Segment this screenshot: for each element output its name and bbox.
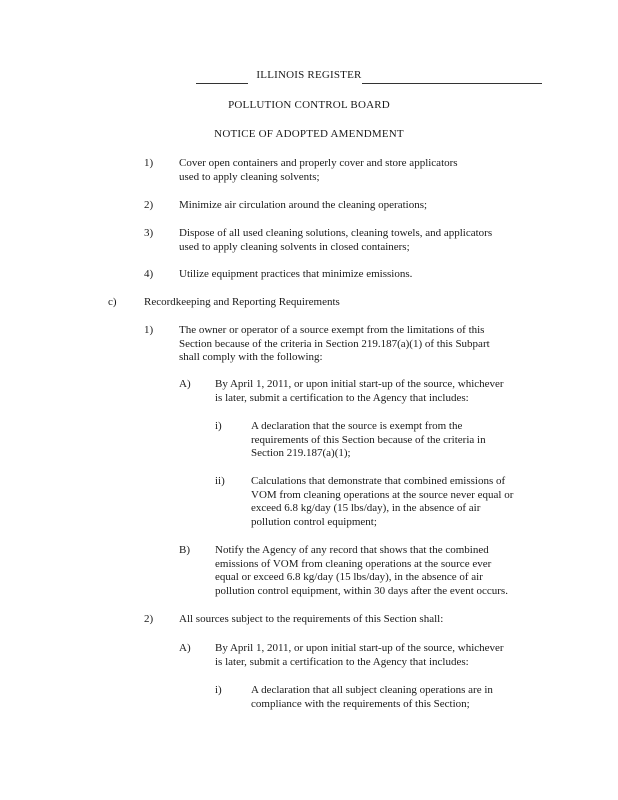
text-line: Section 219.187(a)(1);: [251, 447, 351, 459]
item-text: [251, 420, 486, 461]
text-line: Dispose of all used cleaning solutions, cleaning towels, and applicators: [179, 227, 493, 239]
header-rule-left: [196, 83, 248, 84]
item-label: i): [215, 684, 222, 696]
item-text: [215, 378, 504, 405]
text-line: pollution control equipment;: [251, 515, 377, 528]
text-line: A declaration that all subject cleaning operations are in: [251, 684, 493, 696]
item-text: [215, 642, 504, 669]
text-line: pollution control equipment, within 30 days after the event occurs.: [215, 584, 508, 597]
text-line: Minimize air circulation around the cleaning operations;: [179, 199, 428, 211]
notice-title: NOTICE OF ADOPTED AMENDMENT: [214, 128, 404, 140]
text-line: Utilize equipment practices that minimize emissions.: [179, 268, 413, 280]
text-line: used to apply cleaning solvents;: [179, 170, 320, 183]
item-text: [251, 684, 493, 711]
item-label: 4): [144, 268, 154, 280]
item-label: B): [179, 544, 190, 556]
item-label: 3): [144, 227, 154, 239]
text-line: Cover open containers and properly cover and store applicators: [179, 157, 458, 169]
text-line: Notify the Agency of any record that shows that the combined: [215, 544, 489, 556]
text-line: By April 1, 2011, or upon initial start-up of the source, whichever: [215, 642, 504, 654]
text-line: Calculations that demonstrate that combined emissions of: [251, 475, 506, 487]
text-line: is later, submit a certification to the Agency that includes:: [215, 391, 469, 404]
item-text: [179, 199, 427, 213]
item-text: [179, 157, 458, 184]
text-line: The owner or operator of a source exempt from the limitations of this: [179, 324, 485, 336]
item-text: [251, 475, 513, 529]
text-line: By April 1, 2011, or upon initial start-up of the source, whichever: [215, 378, 504, 390]
item-label: 2): [144, 199, 154, 211]
item-label: c): [108, 296, 117, 308]
item-text: [179, 227, 492, 254]
text-line: equal or exceed 6.8 kg/day (15 lbs/day), in the absence of air: [215, 571, 483, 583]
text-line: emissions of VOM from cleaning operations at the source ever: [215, 557, 492, 570]
register-title: ILLINOIS REGISTER: [256, 69, 362, 81]
text-line: Section because of the criteria in Section 219.187(a)(1) of this Subpart: [179, 337, 490, 350]
board-title: POLLUTION CONTROL BOARD: [228, 99, 390, 111]
item-label: 2): [144, 613, 154, 625]
header-rule-right: [362, 83, 542, 84]
section-heading: [144, 296, 340, 310]
item-text: [215, 544, 508, 598]
text-line: A declaration that the source is exempt from the: [251, 420, 463, 432]
text-line: is later, submit a certification to the Agency that includes:: [215, 655, 469, 668]
item-text: [179, 324, 490, 365]
item-label: 1): [144, 324, 154, 336]
item-label: 1): [144, 157, 154, 169]
item-label: ii): [215, 475, 225, 487]
text-line: VOM from cleaning operations at the source never equal or: [251, 488, 514, 501]
item-text: [179, 268, 412, 282]
item-label: A): [179, 642, 191, 654]
text-line: compliance with the requirements of this Section;: [251, 697, 470, 710]
text-line: Recordkeeping and Reporting Requirements: [144, 296, 340, 308]
text-line: All sources subject to the requirements of this Section shall:: [179, 613, 444, 625]
text-line: used to apply cleaning solvents in closed containers;: [179, 240, 410, 253]
text-line: requirements of this Section because of the criteria in: [251, 433, 486, 446]
item-label: A): [179, 378, 191, 390]
text-line: shall comply with the following:: [179, 351, 323, 363]
item-text: [179, 613, 443, 627]
text-line: exceed 6.8 kg/day (15 lbs/day), in the absence of air: [251, 502, 481, 514]
item-label: i): [215, 420, 222, 432]
